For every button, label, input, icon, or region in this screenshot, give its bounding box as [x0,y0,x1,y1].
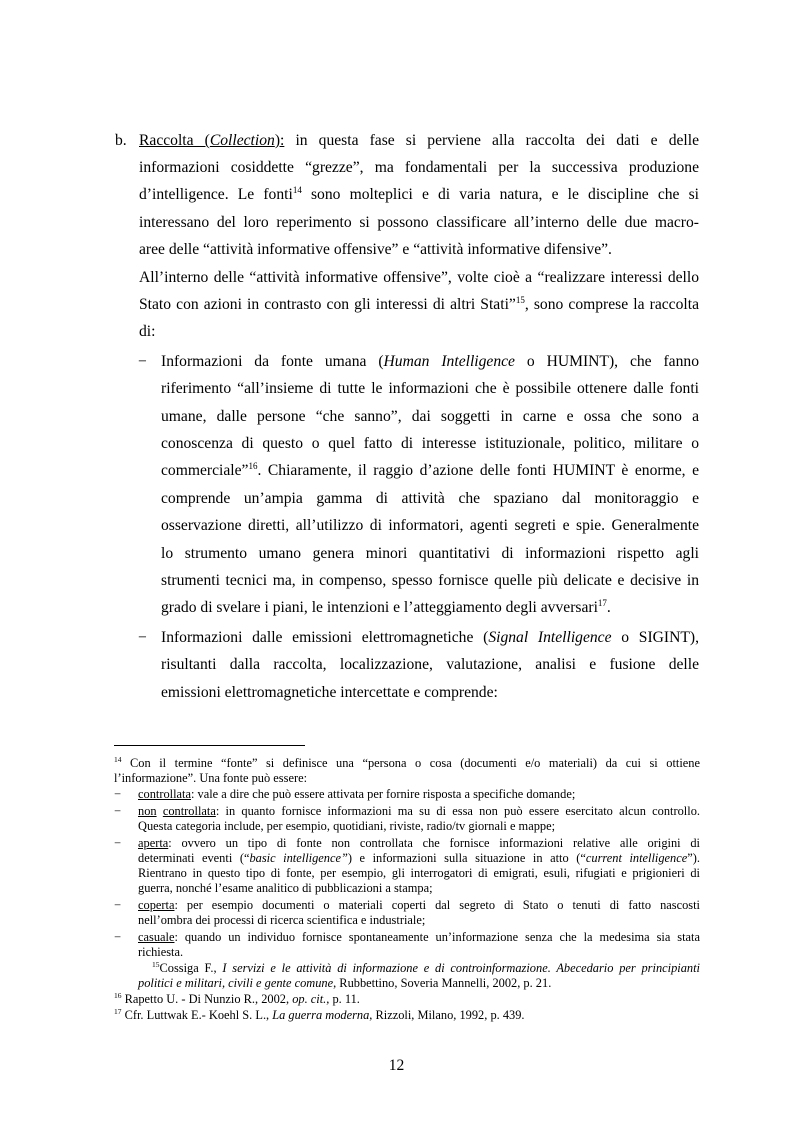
list-marker-b: b. [115,132,127,149]
footnote-line: Rientrano in questo tipo di fonte, per esempio, gli interrogatori di emigrati, esuli, rifugiati e prigionieri di [138,866,700,880]
footnote-line: casuale: quando un individuo fornisce spontaneamente un’informazione senza che la medesima sia stata [138,930,700,944]
body-line: osservazione diretti, all’utilizzo di informatori, agenti segreti e spie. Generalmente [161,517,699,534]
body-line: Stato con azioni in contrasto con gli interessi di altri Stati”$^{15}$, sono comprese la raccolta [139,295,699,313]
body-line: All’interno delle “attività informative offensive”, volte cioè a “realizzare interessi dello [139,269,699,286]
list-dash: − [114,787,121,801]
footnote-line: politici e militari, civili e gente comune, Rubbettino, Soveria Mannelli, 2002, p. 21. [138,976,552,990]
body-line: informazioni cosiddette “grezze”, ma fondamentali per la successiva produzione [139,159,699,176]
body-line: comprende un’ampia gamma di attività che spaziano dal monitoraggio e [161,490,699,507]
list-dash: − [114,930,121,944]
list-dash: − [114,836,121,850]
footnote-separator [114,745,305,746]
footnote-line: guerra, nonché l’esame analitico di pubblicazioni a stampa; [138,881,433,895]
body-line: lo strumento umano genera minori quantitativi di informazioni rispetto agli [161,545,699,562]
body-line: Raccolta (Collection): in questa fase si perviene alla raccolta dei dati e delle [139,132,699,149]
footnote-line: controllata: vale a dire che può essere attivata per fornire risposta a specifiche domande; [138,787,576,801]
page-number: 12 [388,1057,405,1074]
body-line: emissioni elettromagnetiche intercettate e comprende: [161,684,498,701]
footnote-line: nell’ombra dei processi di ricerca scientifica e industriale; [138,913,426,927]
body-line: riferimento “all’insieme di tutte le informazioni che è possibile ottenere dalle fonti [161,380,699,397]
body-line: di: [139,323,156,340]
footnote-line: aperta: ovvero un tipo di fonte non controllata che fornisce informazioni relative alle origini di [138,836,700,850]
footnote-15: $^{15}$Cossiga F., I servizi e le attività di informazione e di controinformazione. Abecedario per principianti [152,960,700,975]
body-line: interessano del loro reperimento si possono classificare all’interno delle due macro- [139,214,699,231]
body-line: Informazioni dalle emissioni elettromagnetiche (Signal Intelligence o SIGINT), [161,629,699,646]
footnote-line: coperta: per esempio documenti o materiali coperti dal segreto di Stato o tenuti di fatto nascosti [138,898,700,912]
section-heading: Raccolta (Collection): [139,132,285,149]
footnote-17: $^{17}$ Cfr. Luttwak E.- Koehl S. L., La guerra moderna, Rizzoli, Milano, 1992, p. 439. [114,1007,525,1022]
footnote-ref-15[interactable]: 15 [515,295,525,305]
body-line: conoscenza di questo o quel fatto di interesse istituzionale, politico, militare o [161,435,699,452]
footnote-ref-16[interactable]: 16 [248,461,258,471]
body-line: umane, dalle persone “che sanno”, dai soggetti in carne e ossa che sono a [161,408,699,425]
footnote-14: $^{14}$ Con il termine “fonte” si definisce una “persona o cosa (documenti e/o materiali) da cui si ottiene [114,755,700,770]
body-line: grado di svelare i piani, le intenzioni e l’atteggiamento degli avversari$^{17}$. [161,598,611,616]
footnote-line: Questa categoria include, per esempio, quotidiani, riviste, radio/tv giornali e mappe; [138,819,556,833]
list-dash: − [114,804,121,818]
body-line: strumenti tecnici ma, in compenso, spesso fornisce quelle più delicate e decisive in [161,572,699,589]
footnote-line: l’informazione”. Una fonte può essere: [114,771,308,785]
body-line: risultanti dalla raccolta, localizzazione, valutazione, analisi e fusione delle [161,656,699,673]
footnote-line: richiesta. [138,945,184,959]
list-dash: − [114,898,121,912]
list-dash: − [138,629,147,646]
footnote-ref-17[interactable]: 17 [597,598,607,608]
footnote-line: non controllata: in quanto fornisce informazioni ma su di essa non può essere esercitato alcun controllo. [138,804,700,818]
footnote-16: $^{16}$ Rapetto U. - Di Nunzio R., 2002, op. cit., p. 11. [114,991,360,1006]
footnote-line: determinati eventi (“basic intelligence”) e informazioni sulla situazione in atto (“current intelligence”). [138,851,700,865]
body-line: aree delle “attività informative offensive” e “attività informative difensive”. [139,241,612,258]
body-line: commerciale”$^{16}$. Chiaramente, il raggio d’azione delle fonti HUMINT è enorme, e [161,461,699,479]
body-line: Informazioni da fonte umana (Human Intelligence o HUMINT), che fanno [161,353,699,370]
list-dash: − [138,353,147,370]
footnote-ref-14[interactable]: 14 [292,185,302,195]
body-line: d’intelligence. Le fonti$^{14}$ sono molteplici e di varia natura, e le discipline che si [139,185,700,203]
